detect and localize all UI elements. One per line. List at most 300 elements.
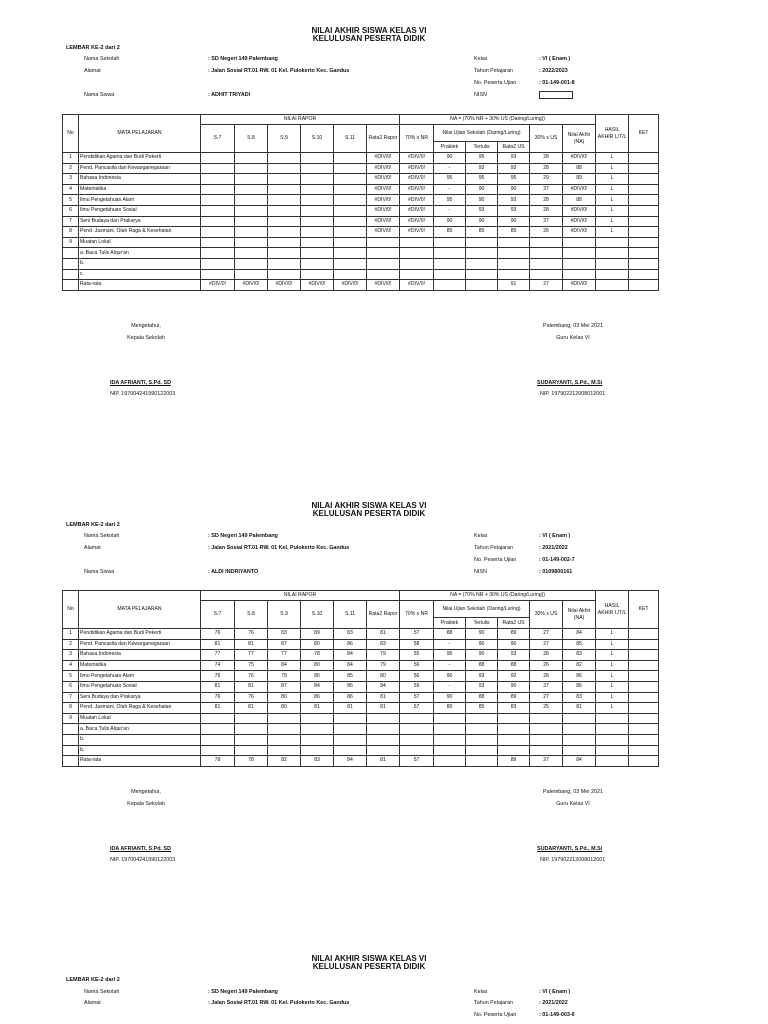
table-cell <box>235 184 268 195</box>
table-cell <box>235 734 268 745</box>
table-cell <box>530 269 563 280</box>
table-cell: Pend. Pancasila dan Kewarganegaraan <box>79 163 201 174</box>
table-cell <box>301 195 334 206</box>
table-cell: c. <box>79 269 201 280</box>
table-cell: a. Baca Tulis Alqur'an <box>79 724 201 735</box>
header-hasil: HASIL AKHIR L/T/L <box>596 115 629 153</box>
table-cell <box>498 734 530 745</box>
table-cell <box>301 163 334 174</box>
table-cell <box>201 174 235 185</box>
table-cell <box>268 713 301 724</box>
table-cell: 81 <box>367 692 400 703</box>
table-cell: 27 <box>530 639 563 650</box>
table-cell: - <box>434 639 466 650</box>
table-cell <box>563 269 596 280</box>
table-cell: #DIV/0! <box>563 205 596 216</box>
table-cell: 9 <box>63 237 79 248</box>
sig-kepala-nip: NIP. 197004241990122003 <box>110 391 176 397</box>
table-cell <box>400 734 434 745</box>
table-row <box>63 629 659 640</box>
table-cell: #DIV/0! <box>400 153 434 164</box>
table-cell <box>434 258 466 269</box>
table-cell: L <box>596 216 629 227</box>
table-cell: 86 <box>334 681 367 692</box>
table-cell <box>563 713 596 724</box>
table-cell: #DIV/0! <box>367 227 400 238</box>
table-cell <box>301 724 334 735</box>
table-cell <box>596 724 629 735</box>
value-peserta: : 01-149-001-8 <box>539 80 575 86</box>
value-nisn: : 0109800161 <box>539 569 573 575</box>
table-cell <box>434 734 466 745</box>
grade-table <box>62 590 659 767</box>
table-cell <box>268 734 301 745</box>
table-cell: 59 <box>400 681 434 692</box>
table-cell: 83 <box>563 692 596 703</box>
table-cell <box>466 280 498 291</box>
table-cell <box>434 237 466 248</box>
table-cell: 93 <box>498 650 530 661</box>
table-cell: #DIV/0! <box>367 153 400 164</box>
header-rata2-us: Rata2 US <box>498 142 530 153</box>
table-cell: Pend. Jasmani, Olah Raga & Kesehatan <box>79 227 201 238</box>
table-cell: Ilmu Pengetahuan Alam <box>79 671 201 682</box>
table-cell <box>367 269 400 280</box>
header-nilai-rapor: NILAI RAPOR <box>201 591 400 601</box>
table-cell <box>530 237 563 248</box>
value-tahun: : 2021/2022 <box>539 545 568 551</box>
table-cell: #DIV/0! <box>334 280 367 291</box>
grade-table <box>62 114 659 291</box>
table-cell: 88 <box>466 660 498 671</box>
table-cell <box>334 745 367 756</box>
table-header-row <box>63 115 659 125</box>
table-cell: 81 <box>201 639 235 650</box>
table-cell: 1 <box>63 153 79 164</box>
table-cell <box>201 163 235 174</box>
table-cell: 86 <box>301 692 334 703</box>
table-cell: 29 <box>530 174 563 185</box>
table-cell <box>629 681 659 692</box>
header-tertulis: Tertulis <box>466 618 498 629</box>
header-s10: S.10 <box>301 601 334 629</box>
table-cell <box>235 248 268 259</box>
header-no: No <box>63 115 79 153</box>
header-rata2-us: Rata2 US <box>498 618 530 629</box>
table-cell <box>201 195 235 206</box>
table-cell: 56 <box>400 660 434 671</box>
table-cell: 28 <box>530 195 563 206</box>
table-cell: L <box>596 650 629 661</box>
table-cell: L <box>596 184 629 195</box>
table-cell <box>268 184 301 195</box>
table-cell: #DIV/0! <box>563 184 596 195</box>
table-cell <box>629 713 659 724</box>
table-cell <box>563 258 596 269</box>
table-cell: 5 <box>63 195 79 206</box>
table-cell <box>367 745 400 756</box>
table-cell: 84 <box>268 660 301 671</box>
table-cell <box>629 227 659 238</box>
table-cell: 93 <box>498 205 530 216</box>
table-cell <box>301 269 334 280</box>
table-cell: 3 <box>63 650 79 661</box>
value-nama-sekolah: : SD Negeri 149 Palembang <box>208 56 278 62</box>
sig-guru-nip: NIP. 197902212008012001 <box>540 857 606 863</box>
table-cell <box>201 184 235 195</box>
table-cell <box>629 269 659 280</box>
table-row <box>63 703 659 714</box>
header-nr70: 70% x NR <box>400 125 434 153</box>
value-alamat: : Jalan Sosial RT.01 RW. 01 Kel. Pulokerto Kec. Gandus <box>208 545 350 551</box>
table-row <box>63 205 659 216</box>
sig-date: Palembang, 03 Mei 2021 <box>543 323 603 329</box>
table-cell: 27 <box>530 629 563 640</box>
table-row <box>63 745 659 756</box>
table-cell <box>268 248 301 259</box>
table-cell: - <box>434 184 466 195</box>
table-cell: #DIV/0! <box>367 205 400 216</box>
table-cell: 4 <box>63 184 79 195</box>
table-cell <box>334 258 367 269</box>
table-cell: 88 <box>466 692 498 703</box>
table-cell: 89 <box>498 692 530 703</box>
table-cell <box>201 227 235 238</box>
table-cell: 1 <box>63 629 79 640</box>
table-cell: - <box>434 681 466 692</box>
table-cell: 26 <box>530 660 563 671</box>
table-cell: 76 <box>235 692 268 703</box>
table-cell <box>301 713 334 724</box>
table-cell: 80 <box>434 703 466 714</box>
table-cell: 78 <box>235 756 268 767</box>
table-cell <box>235 258 268 269</box>
table-cell: 77 <box>235 650 268 661</box>
table-cell <box>629 184 659 195</box>
table-cell: 90 <box>434 153 466 164</box>
table-cell: #DIV/0! <box>400 163 434 174</box>
table-header-row <box>63 591 659 601</box>
table-cell: 28 <box>530 153 563 164</box>
table-cell <box>235 153 268 164</box>
table-cell <box>367 734 400 745</box>
table-cell: 55 <box>400 650 434 661</box>
table-cell: 58 <box>400 639 434 650</box>
table-cell <box>301 153 334 164</box>
table-cell <box>466 248 498 259</box>
table-cell: 76 <box>201 692 235 703</box>
header-s11: S.11 <box>334 125 367 153</box>
header-s11: S.11 <box>334 601 367 629</box>
table-cell: 93 <box>466 205 498 216</box>
label-alamat: Alamat <box>84 545 101 551</box>
table-cell <box>434 269 466 280</box>
table-cell <box>629 756 659 767</box>
table-cell <box>63 756 79 767</box>
table-cell: 87 <box>268 639 301 650</box>
table-cell <box>629 163 659 174</box>
header-mapel: MATA PELAJARAN <box>79 591 201 629</box>
table-row <box>63 681 659 692</box>
table-cell: L <box>596 692 629 703</box>
table-row <box>63 184 659 195</box>
table-cell <box>201 248 235 259</box>
table-cell <box>530 258 563 269</box>
table-cell <box>235 163 268 174</box>
table-cell: 5 <box>63 671 79 682</box>
table-cell <box>235 205 268 216</box>
table-cell: 90 <box>466 639 498 650</box>
table-cell: #DIV/0! <box>400 184 434 195</box>
table-cell: 8 <box>63 703 79 714</box>
table-cell: 88 <box>498 660 530 671</box>
table-row <box>63 195 659 206</box>
table-cell <box>629 692 659 703</box>
table-cell: 91 <box>498 280 530 291</box>
table-cell <box>563 745 596 756</box>
header-mapel: MATA PELAJARAN <box>79 115 201 153</box>
table-cell <box>268 745 301 756</box>
table-cell <box>334 713 367 724</box>
table-cell: 80 <box>268 692 301 703</box>
table-cell <box>301 174 334 185</box>
table-row <box>63 216 659 227</box>
table-cell: 81 <box>334 703 367 714</box>
table-cell: 95 <box>434 650 466 661</box>
table-cell: 80 <box>301 639 334 650</box>
value-nama-siswa: : ALDI INDRIYANTO <box>208 569 259 575</box>
header-ket: KET <box>629 591 659 629</box>
sig-kepala-name: IDA AFRIANTI, S.Pd. SD <box>110 846 171 852</box>
table-cell <box>400 745 434 756</box>
table-cell: b. <box>79 734 201 745</box>
label-nama-sekolah: Nama Sekolah <box>84 989 120 995</box>
table-cell: 76 <box>201 629 235 640</box>
table-cell <box>201 269 235 280</box>
sig-guru-name: SUDARYANTI, S.Pd., M.Si <box>537 380 603 386</box>
table-cell <box>301 216 334 227</box>
table-cell: L <box>596 660 629 671</box>
table-cell: 28 <box>530 650 563 661</box>
table-cell: 80 <box>367 671 400 682</box>
table-cell: 76 <box>235 671 268 682</box>
table-cell <box>434 248 466 259</box>
table-cell: L <box>596 174 629 185</box>
table-cell <box>434 745 466 756</box>
sig-mengetahui: Mengetahui, <box>131 323 161 329</box>
header-na-formula: NA = (70% NR + 30% US (Daring/Luring)) <box>400 115 596 125</box>
table-cell <box>498 248 530 259</box>
table-cell: 25 <box>530 703 563 714</box>
table-cell: a. Baca Tulis Alqur'an <box>79 248 201 259</box>
table-cell <box>596 734 629 745</box>
table-cell <box>301 205 334 216</box>
table-row <box>63 163 659 174</box>
table-cell: Muatan Lokal <box>79 713 201 724</box>
table-cell: 89 <box>301 629 334 640</box>
table-cell <box>629 258 659 269</box>
table-cell: L <box>596 671 629 682</box>
table-cell <box>201 734 235 745</box>
table-cell: 85 <box>466 227 498 238</box>
table-cell: 81 <box>201 703 235 714</box>
value-alamat: : Jalan Sosial RT.01 RW. 01 Kel. Pulokerto Kec. Gandus <box>208 1000 350 1006</box>
table-cell: 90 <box>498 639 530 650</box>
table-cell <box>268 227 301 238</box>
table-cell: 90 <box>434 216 466 227</box>
table-cell <box>530 734 563 745</box>
table-cell: #DIV/0! <box>400 205 434 216</box>
table-cell: #DIV/0! <box>201 280 235 291</box>
table-cell: 93 <box>466 163 498 174</box>
table-cell <box>63 745 79 756</box>
table-cell: 86 <box>563 671 596 682</box>
sig-kepala-name: IDA AFRIANTI, S.Pd. SD <box>110 380 171 386</box>
table-cell <box>498 269 530 280</box>
table-cell <box>334 237 367 248</box>
table-cell <box>268 258 301 269</box>
table-cell: Bahasa Indonesia <box>79 174 201 185</box>
table-cell <box>367 237 400 248</box>
table-cell <box>596 237 629 248</box>
table-cell: #DIV/0! <box>563 280 596 291</box>
table-cell <box>235 745 268 756</box>
table-cell: - <box>434 205 466 216</box>
table-cell: 7 <box>63 692 79 703</box>
table-cell <box>498 237 530 248</box>
table-cell: 90 <box>466 184 498 195</box>
table-cell: 83 <box>563 650 596 661</box>
table-cell <box>629 174 659 185</box>
table-cell <box>596 745 629 756</box>
table-cell <box>63 258 79 269</box>
table-cell <box>596 248 629 259</box>
table-cell: 84 <box>334 660 367 671</box>
sig-guru: Guru Kelas VI <box>556 801 590 807</box>
table-cell <box>63 280 79 291</box>
table-cell: 90 <box>498 216 530 227</box>
value-tahun: : 2021/2022 <box>539 1000 568 1006</box>
table-cell <box>400 269 434 280</box>
sheet-subtitle: KELULUSAN PESERTA DIDIK <box>312 962 426 971</box>
table-cell: Seni Budaya dan Prakarya <box>79 692 201 703</box>
value-tahun: : 2022/2023 <box>539 68 568 74</box>
table-cell <box>530 248 563 259</box>
table-cell <box>268 216 301 227</box>
table-cell: 8 <box>63 227 79 238</box>
header-na: Nilai Akhir (NA) <box>563 125 596 153</box>
table-cell: - <box>434 163 466 174</box>
table-cell <box>466 756 498 767</box>
table-cell <box>629 216 659 227</box>
table-cell <box>63 269 79 280</box>
table-cell: #DIV/0! <box>235 280 268 291</box>
table-cell: 57 <box>400 692 434 703</box>
table-cell <box>466 724 498 735</box>
table-cell: 90 <box>466 216 498 227</box>
table-cell: Rata-rata <box>79 280 201 291</box>
table-cell: #DIV/0! <box>400 227 434 238</box>
table-row <box>63 248 659 259</box>
table-cell <box>629 629 659 640</box>
table-cell <box>629 745 659 756</box>
header-us30: 30% x US <box>530 125 563 153</box>
table-cell <box>235 195 268 206</box>
table-cell <box>301 184 334 195</box>
table-cell <box>334 184 367 195</box>
sig-kepala: Kepala Sekolah <box>127 335 165 341</box>
table-row <box>63 671 659 682</box>
table-cell: 82 <box>268 756 301 767</box>
table-cell <box>498 713 530 724</box>
table-cell <box>201 724 235 735</box>
header-s7: S.7 <box>201 601 235 629</box>
table-cell <box>334 724 367 735</box>
table-cell <box>235 269 268 280</box>
table-cell: 95 <box>466 153 498 164</box>
table-cell <box>334 269 367 280</box>
table-cell: 2 <box>63 639 79 650</box>
table-row <box>63 692 659 703</box>
table-cell <box>268 163 301 174</box>
label-alamat: Alamat <box>84 68 101 74</box>
table-cell <box>466 734 498 745</box>
table-cell <box>201 258 235 269</box>
table-cell <box>530 713 563 724</box>
header-ket: KET <box>629 115 659 153</box>
table-cell <box>63 734 79 745</box>
table-cell: b. <box>79 745 201 756</box>
table-cell <box>466 269 498 280</box>
table-cell <box>596 713 629 724</box>
table-cell: 86 <box>334 639 367 650</box>
table-cell: 78 <box>201 756 235 767</box>
table-cell <box>400 237 434 248</box>
label-peserta: No. Peserta Ujian <box>474 1012 517 1018</box>
table-cell <box>629 734 659 745</box>
table-cell <box>367 713 400 724</box>
header-us30: 30% x US <box>530 601 563 629</box>
table-cell <box>201 153 235 164</box>
table-cell: L <box>596 163 629 174</box>
table-cell <box>235 713 268 724</box>
table-cell <box>201 205 235 216</box>
table-cell: 93 <box>498 195 530 206</box>
table-cell: L <box>596 205 629 216</box>
value-peserta: : 01-149-002-7 <box>539 557 575 563</box>
table-cell <box>268 174 301 185</box>
label-nama-sekolah: Nama Sekolah <box>84 533 120 539</box>
header-no: No <box>63 591 79 629</box>
table-cell <box>235 227 268 238</box>
table-cell: 95 <box>434 195 466 206</box>
table-cell: 77 <box>268 650 301 661</box>
table-cell: 81 <box>201 681 235 692</box>
table-cell: 86 <box>301 671 334 682</box>
table-cell: 7 <box>63 216 79 227</box>
table-cell: 80 <box>301 660 334 671</box>
header-rata2-rapor: Rata2 Rapor <box>367 125 400 153</box>
table-cell <box>400 258 434 269</box>
table-cell: 27 <box>530 756 563 767</box>
sheet-number: LEMBAR KE-2 dari 2 <box>66 45 120 51</box>
table-cell <box>367 248 400 259</box>
table-cell: 84 <box>334 650 367 661</box>
table-cell: 85 <box>466 703 498 714</box>
table-cell: 92 <box>498 671 530 682</box>
label-alamat: Alamat <box>84 1000 101 1006</box>
table-cell: #DIV/0! <box>367 195 400 206</box>
